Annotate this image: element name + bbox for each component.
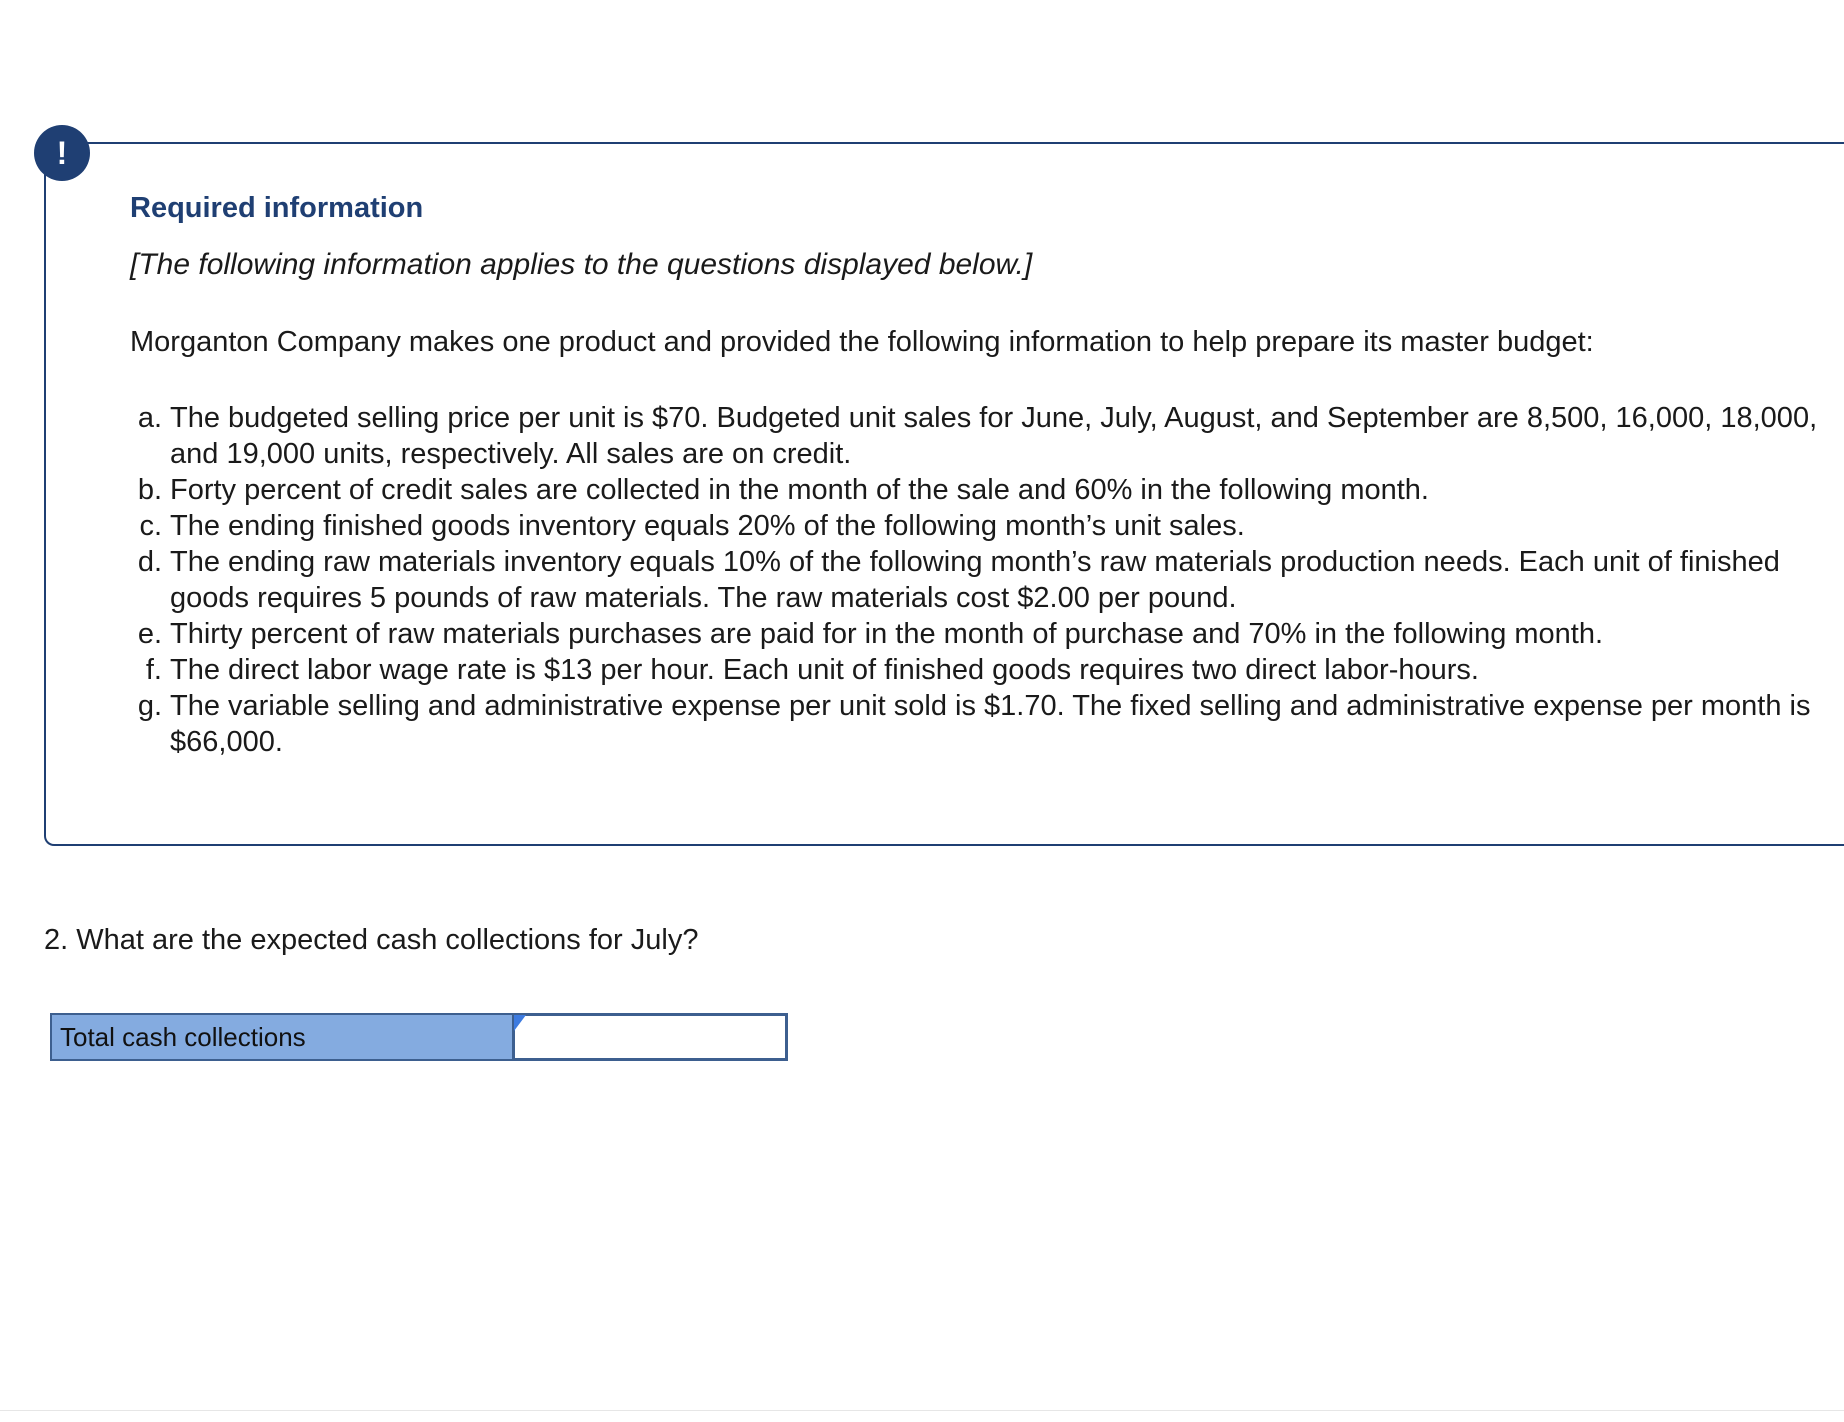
list-item-text: The variable selling and administrative expense per unit sold is $1.70. The fixed selling and administrative expense per month is $66,000. [170, 690, 1811, 758]
list-item [130, 616, 1830, 652]
list-marker: e. [137, 618, 162, 650]
list-marker: a. [137, 402, 162, 434]
list-item-text: The ending raw materials inventory equals 10% of the following month’s raw materials production needs. Each unit of finished goods requires 5 pounds of raw materials. The raw materials cost $2.00 per pound. [170, 546, 1780, 614]
answer-cell[interactable] [512, 1013, 788, 1061]
list-item [130, 688, 1830, 760]
list-item [130, 508, 1830, 544]
budget-facts-list [130, 400, 1830, 760]
list-marker: g. [137, 690, 162, 722]
list-marker: d. [137, 546, 162, 578]
intro-text: Morganton Company makes one product and provided the following information to help prepare its master budget: [130, 326, 1594, 358]
cell-flag-icon [514, 1015, 526, 1031]
alert-icon: ! [34, 125, 90, 181]
applies-note: [The following information applies to the questions displayed below.] [130, 248, 1033, 281]
total-cash-collections-input[interactable] [515, 1016, 785, 1058]
list-marker: f. [145, 654, 162, 686]
list-item-text: Thirty percent of raw materials purchases are paid for in the month of purchase and 70% in the following month. [170, 618, 1604, 650]
list-item-text: The direct labor wage rate is $13 per hour. Each unit of finished goods requires two direct labor-hours. [170, 654, 1479, 686]
answer-table-row [50, 1013, 788, 1061]
list-marker: c. [139, 510, 162, 542]
answer-row-label: Total cash collections [50, 1013, 512, 1061]
footer-divider [0, 1410, 1844, 1411]
list-marker: b. [137, 474, 162, 506]
question-text: 2. What are the expected cash collections for July? [44, 924, 699, 956]
list-item [130, 472, 1830, 508]
list-item [130, 400, 1830, 472]
list-item-text: Forty percent of credit sales are collected in the month of the sale and 60% in the following month. [170, 474, 1429, 506]
list-item [130, 652, 1830, 688]
list-item [130, 544, 1830, 616]
list-item-text: The budgeted selling price per unit is $70. Budgeted unit sales for June, July, August, and September are 8,500, 16,000, 18,000, and 19,000 units, respectively. All sales are on credit. [170, 402, 1818, 470]
panel-title: Required information [130, 192, 424, 224]
list-item-text: The ending finished goods inventory equals 20% of the following month’s unit sales. [170, 510, 1245, 542]
